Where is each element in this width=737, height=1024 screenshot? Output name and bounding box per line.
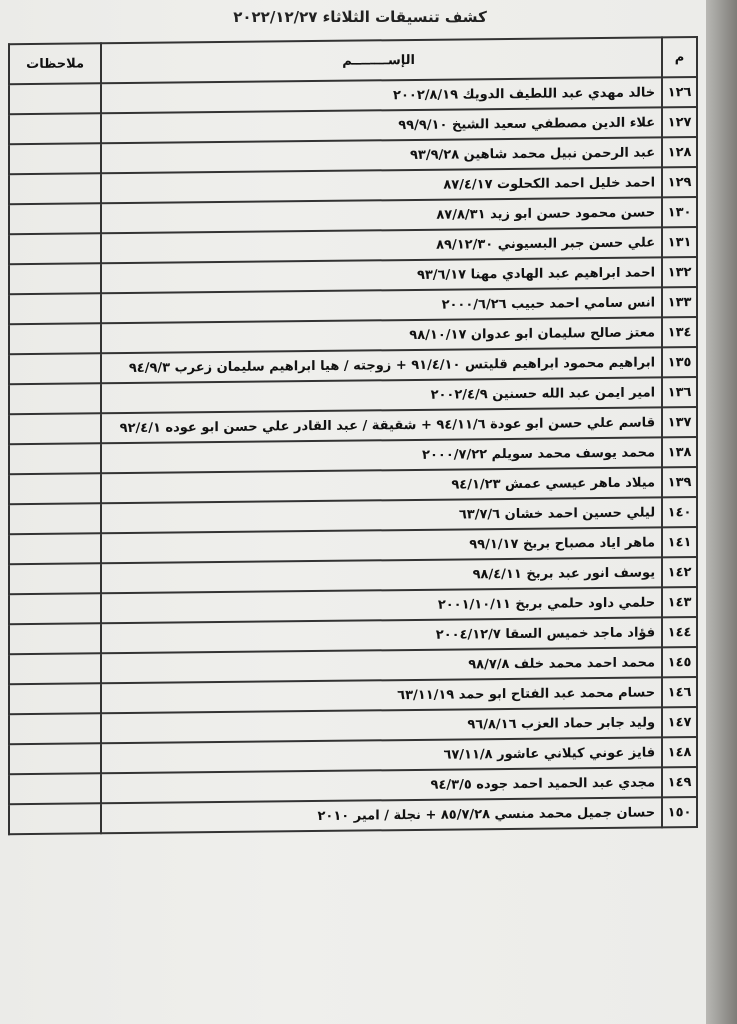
row-name: مجدي عبد الحميد احمد جوده ٩٤/٣/٥ bbox=[101, 767, 662, 803]
row-notes bbox=[9, 533, 101, 564]
row-name: انس سامي احمد حبيب ٢٠٠٠/٦/٢٦ bbox=[101, 287, 662, 323]
row-number: ١٤٦ bbox=[662, 677, 697, 707]
row-number: ١٤٨ bbox=[662, 737, 697, 767]
row-number: ١٢٧ bbox=[662, 107, 697, 137]
row-number: ١٣١ bbox=[662, 227, 697, 257]
row-notes bbox=[9, 353, 101, 384]
row-number: ١٣٨ bbox=[662, 437, 697, 467]
row-name: وليد جابر حماد العزب ٩٦/٨/١٦ bbox=[101, 707, 662, 743]
row-number: ١٢٩ bbox=[662, 167, 697, 197]
row-number: ١٣٠ bbox=[662, 197, 697, 227]
row-notes bbox=[9, 443, 101, 474]
row-notes bbox=[9, 263, 101, 294]
row-number: ١٥٠ bbox=[662, 797, 697, 827]
row-notes bbox=[9, 743, 101, 774]
row-number: ١٤٩ bbox=[662, 767, 697, 797]
row-name: عبد الرحمن نبيل محمد شاهين ٩٣/٩/٢٨ bbox=[101, 137, 662, 173]
row-name: خالد مهدي عبد اللطيف الدويك ٢٠٠٢/٨/١٩ bbox=[101, 77, 662, 113]
row-notes bbox=[9, 653, 101, 684]
table-row bbox=[9, 797, 697, 834]
row-notes bbox=[9, 713, 101, 744]
row-name: حلمي داود حلمي بربخ ٢٠٠١/١٠/١١ bbox=[101, 587, 662, 623]
row-name: معتز صالح سليمان ابو عدوان ٩٨/١٠/١٧ bbox=[101, 317, 662, 353]
row-number: ١٣٩ bbox=[662, 467, 697, 497]
row-notes bbox=[9, 383, 101, 414]
row-name: محمد يوسف محمد سويلم ٢٠٠٠/٧/٢٢ bbox=[101, 437, 662, 473]
row-number: ١٣٦ bbox=[662, 377, 697, 407]
row-name: فؤاد ماجد خميس السقا ٢٠٠٤/١٢/٧ bbox=[101, 617, 662, 653]
row-name: حسام محمد عبد الفتاح ابو حمد ٦٣/١١/١٩ bbox=[101, 677, 662, 713]
row-notes bbox=[9, 113, 101, 144]
row-number: ١٤٥ bbox=[662, 647, 697, 677]
row-name: احمد خليل احمد الكحلوت ٨٧/٤/١٧ bbox=[101, 167, 662, 203]
row-notes bbox=[9, 683, 101, 714]
row-number: ١٣٣ bbox=[662, 287, 697, 317]
row-number: ١٤٧ bbox=[662, 707, 697, 737]
row-notes bbox=[9, 593, 101, 624]
row-notes bbox=[9, 473, 101, 504]
row-number: ١٤٤ bbox=[662, 617, 697, 647]
row-notes bbox=[9, 503, 101, 534]
row-notes bbox=[9, 173, 101, 204]
row-notes bbox=[9, 413, 101, 444]
row-name: ماهر اياد مصباح بربخ ٩٩/١/١٧ bbox=[101, 527, 662, 563]
row-name: ابراهيم محمود ابراهيم قليتس ٩١/٤/١٠ + زوجته / هيا ابراهيم سليمان زعرب ٩٤/٩/٣ bbox=[101, 347, 662, 383]
row-notes bbox=[9, 323, 101, 354]
row-name: علي حسن جبر البسيوني ٨٩/١٢/٣٠ bbox=[101, 227, 662, 263]
row-notes bbox=[9, 293, 101, 324]
row-number: ١٣٢ bbox=[662, 257, 697, 287]
row-notes bbox=[9, 143, 101, 174]
row-number: ١٤١ bbox=[662, 527, 697, 557]
row-number: ١٢٨ bbox=[662, 137, 697, 167]
row-notes bbox=[9, 563, 101, 594]
row-number: ١٣٧ bbox=[662, 407, 697, 437]
row-number: ١٢٦ bbox=[662, 77, 697, 107]
row-name: احمد ابراهيم عبد الهادي مهنا ٩٣/٦/١٧ bbox=[101, 257, 662, 293]
row-number: ١٤٢ bbox=[662, 557, 697, 587]
document-title: كشف تنسيقات الثلاثاء ٢٠٢٢/١٢/٢٧ bbox=[233, 8, 487, 26]
row-name: ليلي حسين احمد خشان ٦٣/٧/٦ bbox=[101, 497, 662, 533]
row-notes bbox=[9, 773, 101, 804]
header-number: م bbox=[662, 37, 697, 77]
row-notes bbox=[9, 233, 101, 264]
row-notes bbox=[9, 203, 101, 234]
row-notes bbox=[9, 623, 101, 654]
row-number: ١٤٣ bbox=[662, 587, 697, 617]
row-name: ميلاد ماهر عيسي عمش ٩٤/١/٢٣ bbox=[101, 467, 662, 503]
row-number: ١٤٠ bbox=[662, 497, 697, 527]
header-name: الإســــــــم bbox=[101, 37, 662, 83]
row-notes bbox=[9, 803, 101, 834]
row-name: امير ايمن عبد الله حسنين ٢٠٠٢/٤/٩ bbox=[101, 377, 662, 413]
row-name: حسن محمود حسن ابو زيد ٨٧/٨/٣١ bbox=[101, 197, 662, 233]
row-name: حسان جميل محمد منسي ٨٥/٧/٢٨ + نجلة / امير ٢٠١٠ bbox=[101, 797, 662, 833]
row-notes bbox=[9, 83, 101, 114]
row-name: يوسف انور عبد بربخ ٩٨/٤/١١ bbox=[101, 557, 662, 593]
header-notes: ملاحظات bbox=[9, 43, 101, 84]
page-shadow-edge bbox=[706, 0, 737, 1024]
names-table bbox=[8, 36, 698, 835]
row-name: علاء الدين مصطفي سعيد الشيخ ٩٩/٩/١٠ bbox=[101, 107, 662, 143]
row-number: ١٣٤ bbox=[662, 317, 697, 347]
row-name: قاسم علي حسن ابو عودة ٩٤/١١/٦ + شقيقة / عبد القادر علي حسن ابو عوده ٩٢/٤/١ bbox=[101, 407, 662, 443]
row-number: ١٣٥ bbox=[662, 347, 697, 377]
row-name: محمد احمد محمد خلف ٩٨/٧/٨ bbox=[101, 647, 662, 683]
row-name: فايز عوني كيلاني عاشور ٦٧/١١/٨ bbox=[101, 737, 662, 773]
